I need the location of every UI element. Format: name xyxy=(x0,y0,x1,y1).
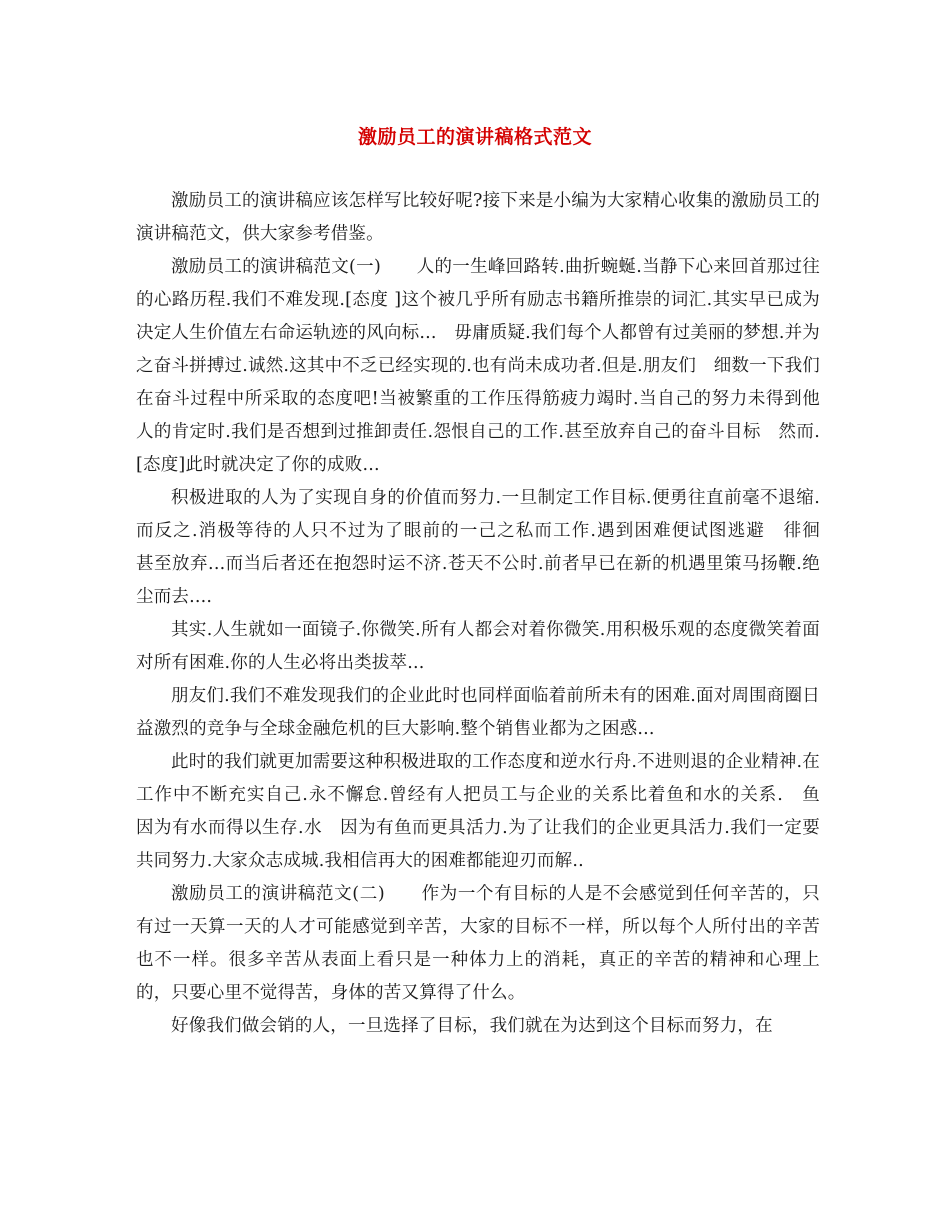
paragraph-company-difficulties: 朋友们.我们不难发现我们的企业此时也同样面临着前所未有的困难.面对周围商圈日益激烈的竞争与全球金融危机的巨大影响.整个销售业都为之困惑... xyxy=(136,686,820,739)
paragraph-speech-two-opening: 激励员工的演讲稿范文(二) 作为一个有目标的人是不会感觉到任何辛苦的，只有过一天算一天的人才可能感觉到辛苦，大家的目标不一样，所以每个人所付出的辛苦也不一样。很多辛苦从表面上看只是一种体力上的消耗，真正的辛苦的精神和心理上的，只要心里不觉得苦，身体的苦又算得了什么。 xyxy=(136,884,820,1003)
document-body xyxy=(136,185,838,1043)
paragraph-intro: 激励员工的演讲稿应该怎样写比较好呢?接下来是小编为大家精心收集的激励员工的演讲稿范文，供大家参考借鉴。 xyxy=(136,191,820,244)
document-title: 激励员工的演讲稿格式范文 xyxy=(357,126,592,148)
paragraph-proactive-people: 积极进取的人为了实现自身的价值而努力.一旦制定工作目标.便勇往直前毫不退缩.而反之.消极等待的人只不过为了眼前的一己之私而工作.遇到困难便试图逃避 徘徊 甚至放弃...而当后者还在抱怨时运不济.苍天不公时.前者早已在新的机遇里策马扬鞭.绝尘而去.... xyxy=(136,488,838,607)
paragraph-speech-one-opening: 激励员工的演讲稿范文(一) 人的一生峰回路转.曲折蜿蜒.当静下心来回首那过往的心路历程.我们不难发现.[态度 ]这个被几乎所有励志书籍所推崇的词汇.其实早已成为决定人生价值左右命运轨迹的风向标... 毋庸质疑.我们每个人都曾有过美丽的梦想.并为之奋斗拼搏过.诚然.这其中不乏已经实现的.也有尚未成功者.但是.朋友们 细数一下我们在奋斗过程中所采取的态度吧!当被繁重的工作压得筋疲力竭时.当自己的努力未得到他人的肯定时.我们是否想到过推卸责任.怨恨自己的工作.甚至放弃自己的奋斗目标 然而.[态度]此时就决定了你的成败... xyxy=(136,257,820,475)
paragraph-life-mirror: 其实.人生就如一面镜子.你微笑.所有人都会对着你微笑.用积极乐观的态度微笑着面对所有困难.你的人生必将出类拔萃... xyxy=(136,620,820,673)
paragraph-enterprise-spirit: 此时的我们就更加需要这种积极进取的工作态度和逆水行舟.不进则退的企业精神.在工作中不断充实自己.永不懈怠.曾经有人把员工与企业的关系比着鱼和水的关系. 鱼 因为有水而得以生存.水 因为有鱼而更具活力.为了让我们的企业更具活力.我们一定要共同努力.大家众志成城.我相信再大的困难都能迎刃而解.. xyxy=(136,752,838,871)
paragraph-sales-goal: 好像我们做会销的人，一旦选择了目标，我们就在为达到这个目标而努力，在 xyxy=(171,1016,773,1036)
